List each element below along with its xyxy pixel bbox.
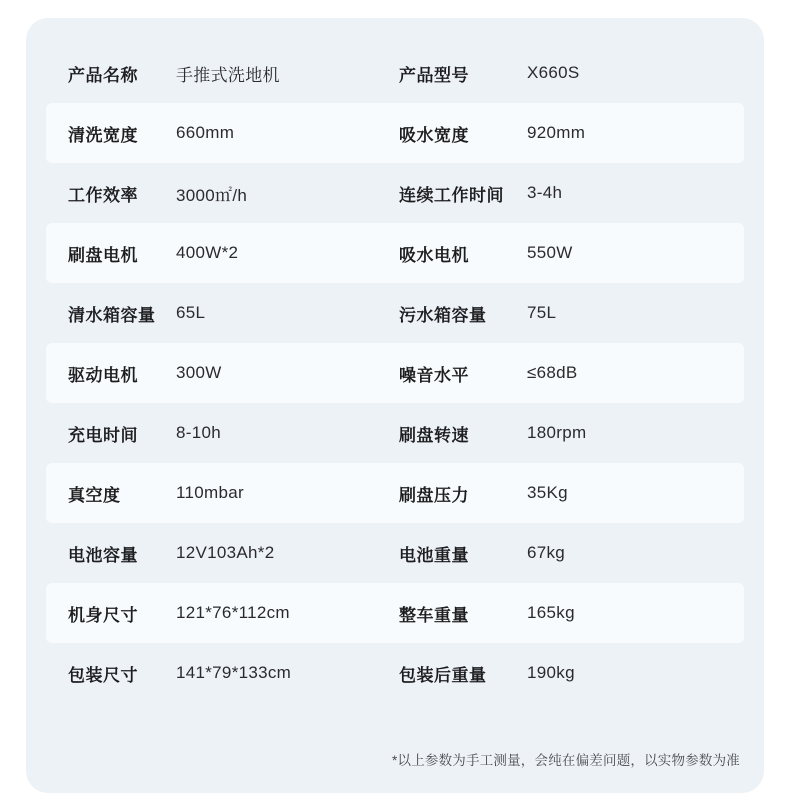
spec-label: 驱动电机 xyxy=(68,365,138,385)
spec-label: 包装尺寸 xyxy=(68,665,138,685)
spec-label: 刷盘压力 xyxy=(399,485,469,505)
spec-value: 300W xyxy=(176,363,222,382)
spec-value: 3-4h xyxy=(527,183,563,202)
spec-label: 连续工作时间 xyxy=(399,185,504,205)
spec-label: 整车重量 xyxy=(399,605,469,625)
spec-label: 吸水宽度 xyxy=(399,125,469,145)
table-row xyxy=(46,343,744,403)
spec-value: 165kg xyxy=(527,603,575,622)
table-row xyxy=(46,463,744,523)
spec-label: 电池重量 xyxy=(399,545,469,565)
spec-label: 机身尺寸 xyxy=(68,605,138,625)
spec-label: 充电时间 xyxy=(68,425,138,445)
spec-value: 8-10h xyxy=(176,423,221,442)
spec-label: 吸水电机 xyxy=(399,245,469,265)
spec-value: ≤68dB xyxy=(527,363,578,382)
table-row xyxy=(46,523,744,583)
spec-value: 65L xyxy=(176,303,206,322)
spec-label: 噪音水平 xyxy=(399,365,469,385)
spec-label: 清洗宽度 xyxy=(68,125,138,145)
spec-label: 刷盘电机 xyxy=(68,245,138,265)
spec-label: 产品型号 xyxy=(399,65,469,85)
spec-value: 400W*2 xyxy=(176,243,239,262)
specification-table xyxy=(46,43,744,703)
table-row xyxy=(46,103,744,163)
specification-card xyxy=(26,18,764,793)
spec-label: 真空度 xyxy=(68,485,121,505)
spec-value: X660S xyxy=(527,63,580,82)
spec-value: 3000㎡/h xyxy=(176,185,248,205)
table-row xyxy=(46,403,744,463)
spec-label: 电池容量 xyxy=(68,545,138,565)
spec-label: 清水箱容量 xyxy=(68,305,156,325)
spec-value: 12V103Ah*2 xyxy=(176,543,275,562)
spec-value: 75L xyxy=(527,303,557,322)
table-row xyxy=(46,43,744,103)
table-row xyxy=(46,223,744,283)
spec-value: 35Kg xyxy=(527,483,568,502)
table-row xyxy=(46,163,744,223)
table-row xyxy=(46,283,744,343)
spec-value: 141*79*133cm xyxy=(176,663,292,682)
spec-label: 工作效率 xyxy=(68,185,138,205)
table-row xyxy=(46,643,744,703)
footnote-text: *以上参数为手工测量，会纯在偏差问题，以实物参数为准 xyxy=(392,753,740,768)
table-row xyxy=(46,583,744,643)
spec-value: 110mbar xyxy=(176,483,244,502)
spec-value: 67kg xyxy=(527,543,566,562)
spec-value: 660mm xyxy=(176,123,235,142)
spec-value: 550W xyxy=(527,243,573,262)
spec-label: 产品名称 xyxy=(68,65,138,85)
spec-label: 污水箱容量 xyxy=(399,305,487,325)
spec-value: 121*76*112cm xyxy=(176,603,290,622)
spec-label: 包装后重量 xyxy=(399,665,487,685)
spec-value: 手推式洗地机 xyxy=(176,65,280,85)
spec-label: 刷盘转速 xyxy=(399,425,469,445)
spec-value: 180rpm xyxy=(527,423,587,442)
spec-value: 920mm xyxy=(527,123,586,142)
spec-value: 190kg xyxy=(527,663,575,682)
